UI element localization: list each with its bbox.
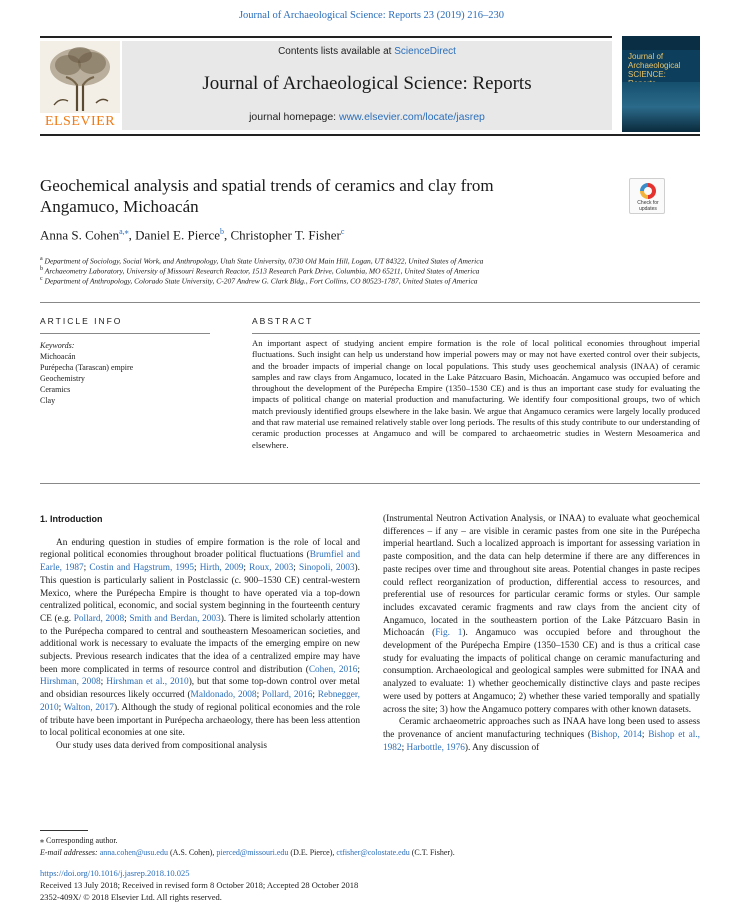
keyword-item: Michoacán [40,352,76,361]
journal-header [122,41,612,130]
affiliation-line [40,276,700,286]
reference-link[interactable]: Bishop, 2014 [590,729,642,740]
reference-link[interactable]: Hirshman et al., 2010 [106,677,189,688]
reference-link[interactable]: Brumfiel and Earle, 1987 [40,550,360,574]
email-link[interactable]: pierced@missouri.edu [216,848,289,857]
reference-link[interactable]: Hirth, 2009 [199,563,244,574]
body-paragraph: (Instrumental Neutron Activation Analysis, or INAA) to evaluate what geochemical differences – if any – are visible in ceramic pastes from one site in the Purépecha imperial heartland. Such a localized approach is important for assessing variation in paste composition, and the data can help determine if there are any differences in paste recipes over time and throughout site areas. Potential changes in paste recipes could reflect reorganization of production, differential access to resources, and preferential use of resources for particular ceramic forms or styles. Our sample includes excavated ceramic fragments and raw clays from the ancient city of Angamuco, located in the southeastern portion of the Lake Pátzcuaro Basin in Michoacán (Fig. 1). Angamuco was occupied before and throughout the development of the Purépecha Empire (1350–1530 CE) and is thus a critical case study for evaluating the impacts of political change on ceramic manufacturing and consumption. Archaeological and geological samples were submitted for INAA and analyzed to evaluate: 1) whether geochemically distinctive clays and paste recipes were used by potters at Angamuco; 2) whether these varied temporally and spatially across the site; 3) how the Angamuco pottery compares with other known datasets. [383,514,700,715]
reference-link[interactable]: Cohen, 2016 [308,664,358,675]
body-paragraph: Ceramic archaeometric approaches such as INAA have long been used to assess the provenance of ancient manufacturing techniques (Bishop, 2014; Bishop et al., 1982; Harbottle, 1976). Any discussion of [383,717,700,753]
email-addresses-note [40,847,700,858]
author-name: Christopher T. Fisher [230,227,341,243]
affiliation-line [40,256,700,266]
affiliation-mark: a [40,256,43,262]
doi-link[interactable]: https://doi.org/10.1016/j.jasrep.2018.10.025 [40,868,190,878]
reference-link[interactable]: Roux, 2003 [249,563,294,574]
affiliation-line [40,266,700,276]
journal-citation-link[interactable]: Journal of Archaeological Science: Reports 23 (2019) 216–230 [238,10,505,21]
keywords-label: Keywords: [40,341,75,350]
email-link[interactable]: anna.cohen@usu.edu [99,848,168,857]
keywords-block [40,340,210,406]
cover-banner [622,36,700,50]
affiliation-mark: c [40,276,43,282]
tree-icon [40,41,120,113]
reference-link[interactable]: Pollard, 2016 [261,690,313,701]
article-info-top-rule [40,302,700,303]
reference-link[interactable]: Costin and Hagstrum, 1995 [89,563,195,574]
homepage-prefix: journal homepage: [249,111,339,123]
abstract-heading-rule [252,333,700,334]
introduction-heading: 1. Introduction [40,514,103,524]
footnote-rule [40,830,88,831]
email-link[interactable]: ctfisher@colostate.edu [336,848,410,857]
author-name: Daniel E. Pierce [135,227,220,243]
paper-title: Geochemical analysis and spatial trends of ceramics and clay from Angamuco, Michoacán [40,176,494,216]
journal-homepage-link[interactable]: www.elsevier.com/locate/jasrep [339,111,485,123]
check-for-updates-button[interactable] [629,178,665,214]
sciencedirect-link[interactable]: ScienceDirect [394,46,456,57]
elsevier-wordmark: ELSEVIER [44,114,116,129]
cover-title: Journal of Archaeological SCIENCE: [628,52,681,79]
reference-link[interactable]: Maldonado, 2008 [190,690,257,701]
header-bottom-rule [40,134,700,136]
author-name: Anna S. Cohen [40,227,120,243]
email-label: E-mail addresses: [40,848,100,857]
elsevier-logo[interactable] [40,41,120,130]
contents-available-line [122,46,612,57]
reference-link[interactable]: Fig. 1 [435,628,463,639]
abstract-bottom-rule [40,483,700,484]
journal-name: Journal of Archaeological Science: Reports [202,73,532,94]
reference-link[interactable]: Pollard, 2008 [73,613,125,624]
received-dates: Received 13 July 2018; Received in revised form 8 October 2018; Accepted 28 October 2018 [40,880,359,890]
cover-artwork [622,82,700,132]
journal-cover-thumbnail[interactable] [622,36,700,132]
abstract-text: An important aspect of studying ancient empire formation is the role of local political economies throughout imperial fluctuations. Such insight can help us understand how imperial powers may or may not have exerted control over their subjects, and the broader impacts of imperial change on local populations. This study uses geochemical analysis (INAA) of ceramic samples and raw clays from Angamuco, located in the Lake Pátzcuaro Basin, Michoacán. Angamuco was occupied before and throughout the development of the Purépecha Empire (1350–1530 CE) and is thus an important case study for evaluating the impacts of political change on material production and manufacturing. We identify four compositional groups, two of which match previously identified groups elsewhere in the lake basin. We argue that Angamuco ceramics were largely locally produced and that raw material use remained relatively stable over long periods. The results of this study contribute to our understanding of ceramic production processes at Angamuco and will be compared to archaeometric studies in Western Mesoamerica and elsewhere. [252,338,700,450]
keyword-item: Clay [40,396,56,405]
email-owner: (C.T. Fisher). [409,848,455,857]
header-top-rule [40,36,612,38]
journal-homepage-line [122,111,612,123]
corresponding-author-note: ⁎ Corresponding author. [40,836,118,845]
body-paragraph: Our study uses data derived from compositional analysis [56,740,267,751]
reference-link[interactable]: Walton, 2017 [63,702,114,713]
body-column-left [40,513,360,753]
contents-prefix: Contents lists available at [278,46,395,57]
reference-link[interactable]: Bishop et al., 1982 [383,729,700,753]
reference-link[interactable]: Harbottle, 1976 [406,742,465,753]
affiliation-text: Department of Anthropology, Colorado State University, C-207 Andrew G. Clark Bldg., Fort Collins, CO 80523-1787, United States of America [42,276,478,286]
keyword-item: Ceramics [40,385,71,394]
reference-link[interactable]: Hirshman, 2008 [40,677,101,688]
reference-link[interactable]: Smith and Berdan, 2003 [129,613,221,624]
affiliation-mark: b [40,266,43,272]
article-info-heading: ARTICLE INFO [40,316,123,326]
author-list: Anna S. Cohen$^{a,⁎}$, Daniel E. Pierce$^b$, Christopher T. Fisher$^c$ [40,227,345,243]
body-paragraph: An enduring question in studies of empire formation is the role of local and regional political economies throughout broader political fluctuations (Brumfiel and Earle, 1987; Costin and Hagstrum, 1995; Hirth, 2009; Roux, 2003; Sinopoli, 2003). This question is particularly salient in Postclassic (c. 900–1530 CE) central-western Mexico, where the Purépecha Empire is thought to have operated via a top-down centralized political, economic, and social system beginning in the fourteenth century CE (e.g. Pollard, 2008; Smith and Berdan, 2003). There is limited scholarly attention to the Purépecha compared to central and southeastern Mesoamerican societies, and additional work is necessary to evaluate the impacts of the emerging empire on new subjects. Previous research indicates that the idea of a centralized empire may have been more complicated in terms of resource control and distribution (Cohen, 2016; Hirshman, 2008; Hirshman et al., 2010), but that some top-down control over metal and obsidian resources likely occurred (Maldonado, 2008; Pollard, 2016; Rebnegger, 2010; Walton, 2017). Although the study of regional political economies and the role of tribute have been important in Purépecha archaeology, there has been less attention to local political economies at one site. [40,537,361,739]
email-owner: (D.E. Pierce), [288,848,337,857]
article-info-heading-rule [40,333,210,334]
body-column-right [383,513,700,754]
author-affiliation-mark[interactable]: b [219,227,224,236]
email-owner: (A.S. Cohen), [167,848,217,857]
reference-link[interactable]: Sinopoli, 2003 [298,563,355,574]
keyword-item: Geochemistry [40,374,85,383]
affiliation-text: Department of Sociology, Social Work, and Anthropology, Utah State University, 0730 Old Main Hill, Logan, UT 84322, United States of America [42,256,484,266]
author-affiliation-mark[interactable]: a,⁎ [119,227,129,236]
keyword-item: Purépecha (Tarascan) empire [40,363,134,372]
copyright-notice: 2352-409X/ © 2018 Elsevier Ltd. All rights reserved. [40,892,222,902]
affiliation-text: Archaeometry Laboratory, University of Missouri Research Reactor, 1513 Research Park Drive, Columbia, MO 65211, United States of America [43,266,480,276]
check-for-updates-label: Check for updates [637,200,659,212]
reference-link[interactable]: Rebnegger, 2010 [40,690,360,713]
author-affiliation-mark[interactable]: c [340,227,345,236]
abstract-heading: ABSTRACT [252,316,314,326]
crossmark-icon [640,183,656,199]
